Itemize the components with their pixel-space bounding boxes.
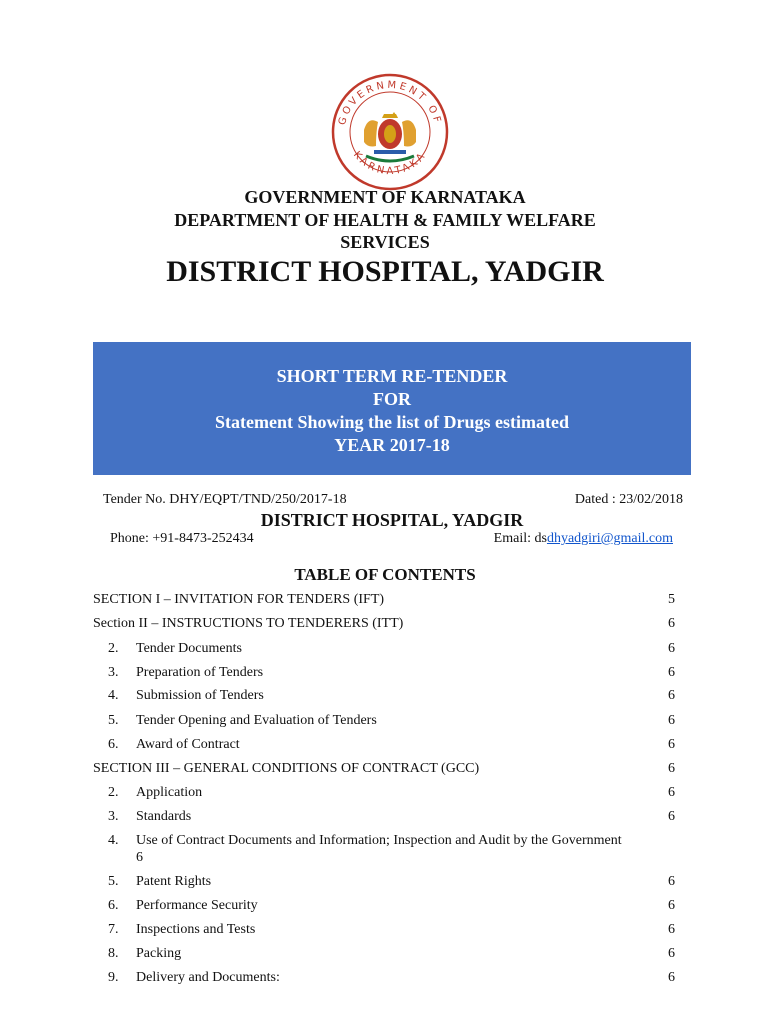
toc-number: 6.: [108, 737, 119, 752]
banner-line-1: SHORT TERM RE-TENDER: [276, 366, 508, 386]
toc-entry-text: Delivery and Documents:: [136, 970, 280, 985]
toc-page-number: 6: [668, 809, 675, 824]
toc-entry-text: Performance Security: [136, 898, 258, 913]
toc-page-number: 6: [668, 737, 675, 752]
toc-page-number: 5: [668, 592, 675, 607]
toc-entry-text: Patent Rights: [136, 874, 212, 889]
emblem-bottom-text: KARNATAKA: [350, 149, 430, 178]
toc-page-number: 6: [668, 713, 675, 728]
tender-banner: [93, 342, 691, 475]
toc-number: 4.: [108, 688, 119, 703]
header-services: SERVICES: [340, 232, 430, 252]
toc-page-number: 6: [668, 970, 675, 985]
toc-number: 3.: [108, 809, 119, 824]
toc-entry-text: Inspections and Tests: [136, 922, 256, 937]
toc-entry-text: SECTION I – INVITATION FOR TENDERS (IFT): [93, 592, 385, 607]
phone-number: Phone: +91-8473-252434: [110, 531, 254, 546]
toc-page-number: 6: [668, 785, 675, 800]
toc-page-number: 6: [668, 761, 675, 776]
email-link[interactable]: dhyadgiri@gmail.com: [546, 531, 673, 546]
toc-entry-text: Tender Opening and Evaluation of Tenders: [136, 713, 377, 728]
emblem-top-text: GOVERNMENT OF: [336, 79, 444, 127]
toc-entry-text: Preparation of Tenders: [136, 665, 264, 680]
banner-line-4: YEAR 2017-18: [334, 435, 450, 455]
toc-number: 6.: [108, 898, 119, 913]
toc-page-number: 6: [668, 688, 675, 703]
toc-number: 4.: [108, 833, 119, 848]
header-government: GOVERNMENT OF KARNATAKA: [244, 187, 526, 207]
toc-page-number: 6: [668, 898, 675, 913]
banner-line-2: FOR: [373, 389, 411, 409]
toc-page-number: 6: [668, 616, 675, 631]
toc-page-number: 6: [668, 874, 675, 889]
header-department: DEPARTMENT OF HEALTH & FAMILY WELFARE: [174, 210, 596, 230]
toc-entry-text: Award of Contract: [136, 737, 240, 752]
toc-page-number: 6: [668, 922, 675, 937]
hospital-subtitle: DISTRICT HOSPITAL, YADGIR: [260, 510, 524, 530]
toc-number: 2.: [108, 785, 119, 800]
government-emblem: [330, 72, 450, 192]
tender-number: Tender No. DHY/EQPT/TND/250/2017-18: [103, 492, 347, 507]
banner-line-3: Statement Showing the list of Drugs estimated: [215, 412, 569, 432]
toc-entry-text: Packing: [136, 946, 182, 961]
toc-entry-text: Tender Documents: [136, 641, 242, 656]
toc-title: TABLE OF CONTENTS: [294, 565, 476, 584]
toc-page-number: 6: [668, 641, 675, 656]
toc-entry-text: Use of Contract Documents and Information; Inspection and Audit by the Government: [136, 833, 622, 848]
header-hospital-title: DISTRICT HOSPITAL, YADGIR: [166, 255, 604, 288]
tender-date: Dated : 23/02/2018: [574, 492, 683, 507]
toc-number: 8.: [108, 946, 119, 961]
toc-entry-text: Submission of Tenders: [136, 688, 264, 703]
toc-entry-text: Section II – INSTRUCTIONS TO TENDERERS (ITT): [93, 616, 404, 631]
toc-page-number: 6: [136, 850, 143, 865]
toc-number: 5.: [108, 713, 119, 728]
toc-page-number: 6: [668, 946, 675, 961]
toc-number: 9.: [108, 970, 119, 985]
toc-entry-text: Application: [136, 785, 203, 800]
toc-entry-text: SECTION III – GENERAL CONDITIONS OF CONTRACT (GCC): [93, 761, 480, 776]
toc-entry-text: Standards: [136, 809, 192, 824]
toc-number: 2.: [108, 641, 119, 656]
email-prefix: Email: ds: [493, 531, 547, 546]
toc-number: 3.: [108, 665, 119, 680]
toc-number: 7.: [108, 922, 119, 937]
email-line: [494, 531, 673, 547]
toc-number: 5.: [108, 874, 119, 889]
toc-page-number: 6: [668, 665, 675, 680]
